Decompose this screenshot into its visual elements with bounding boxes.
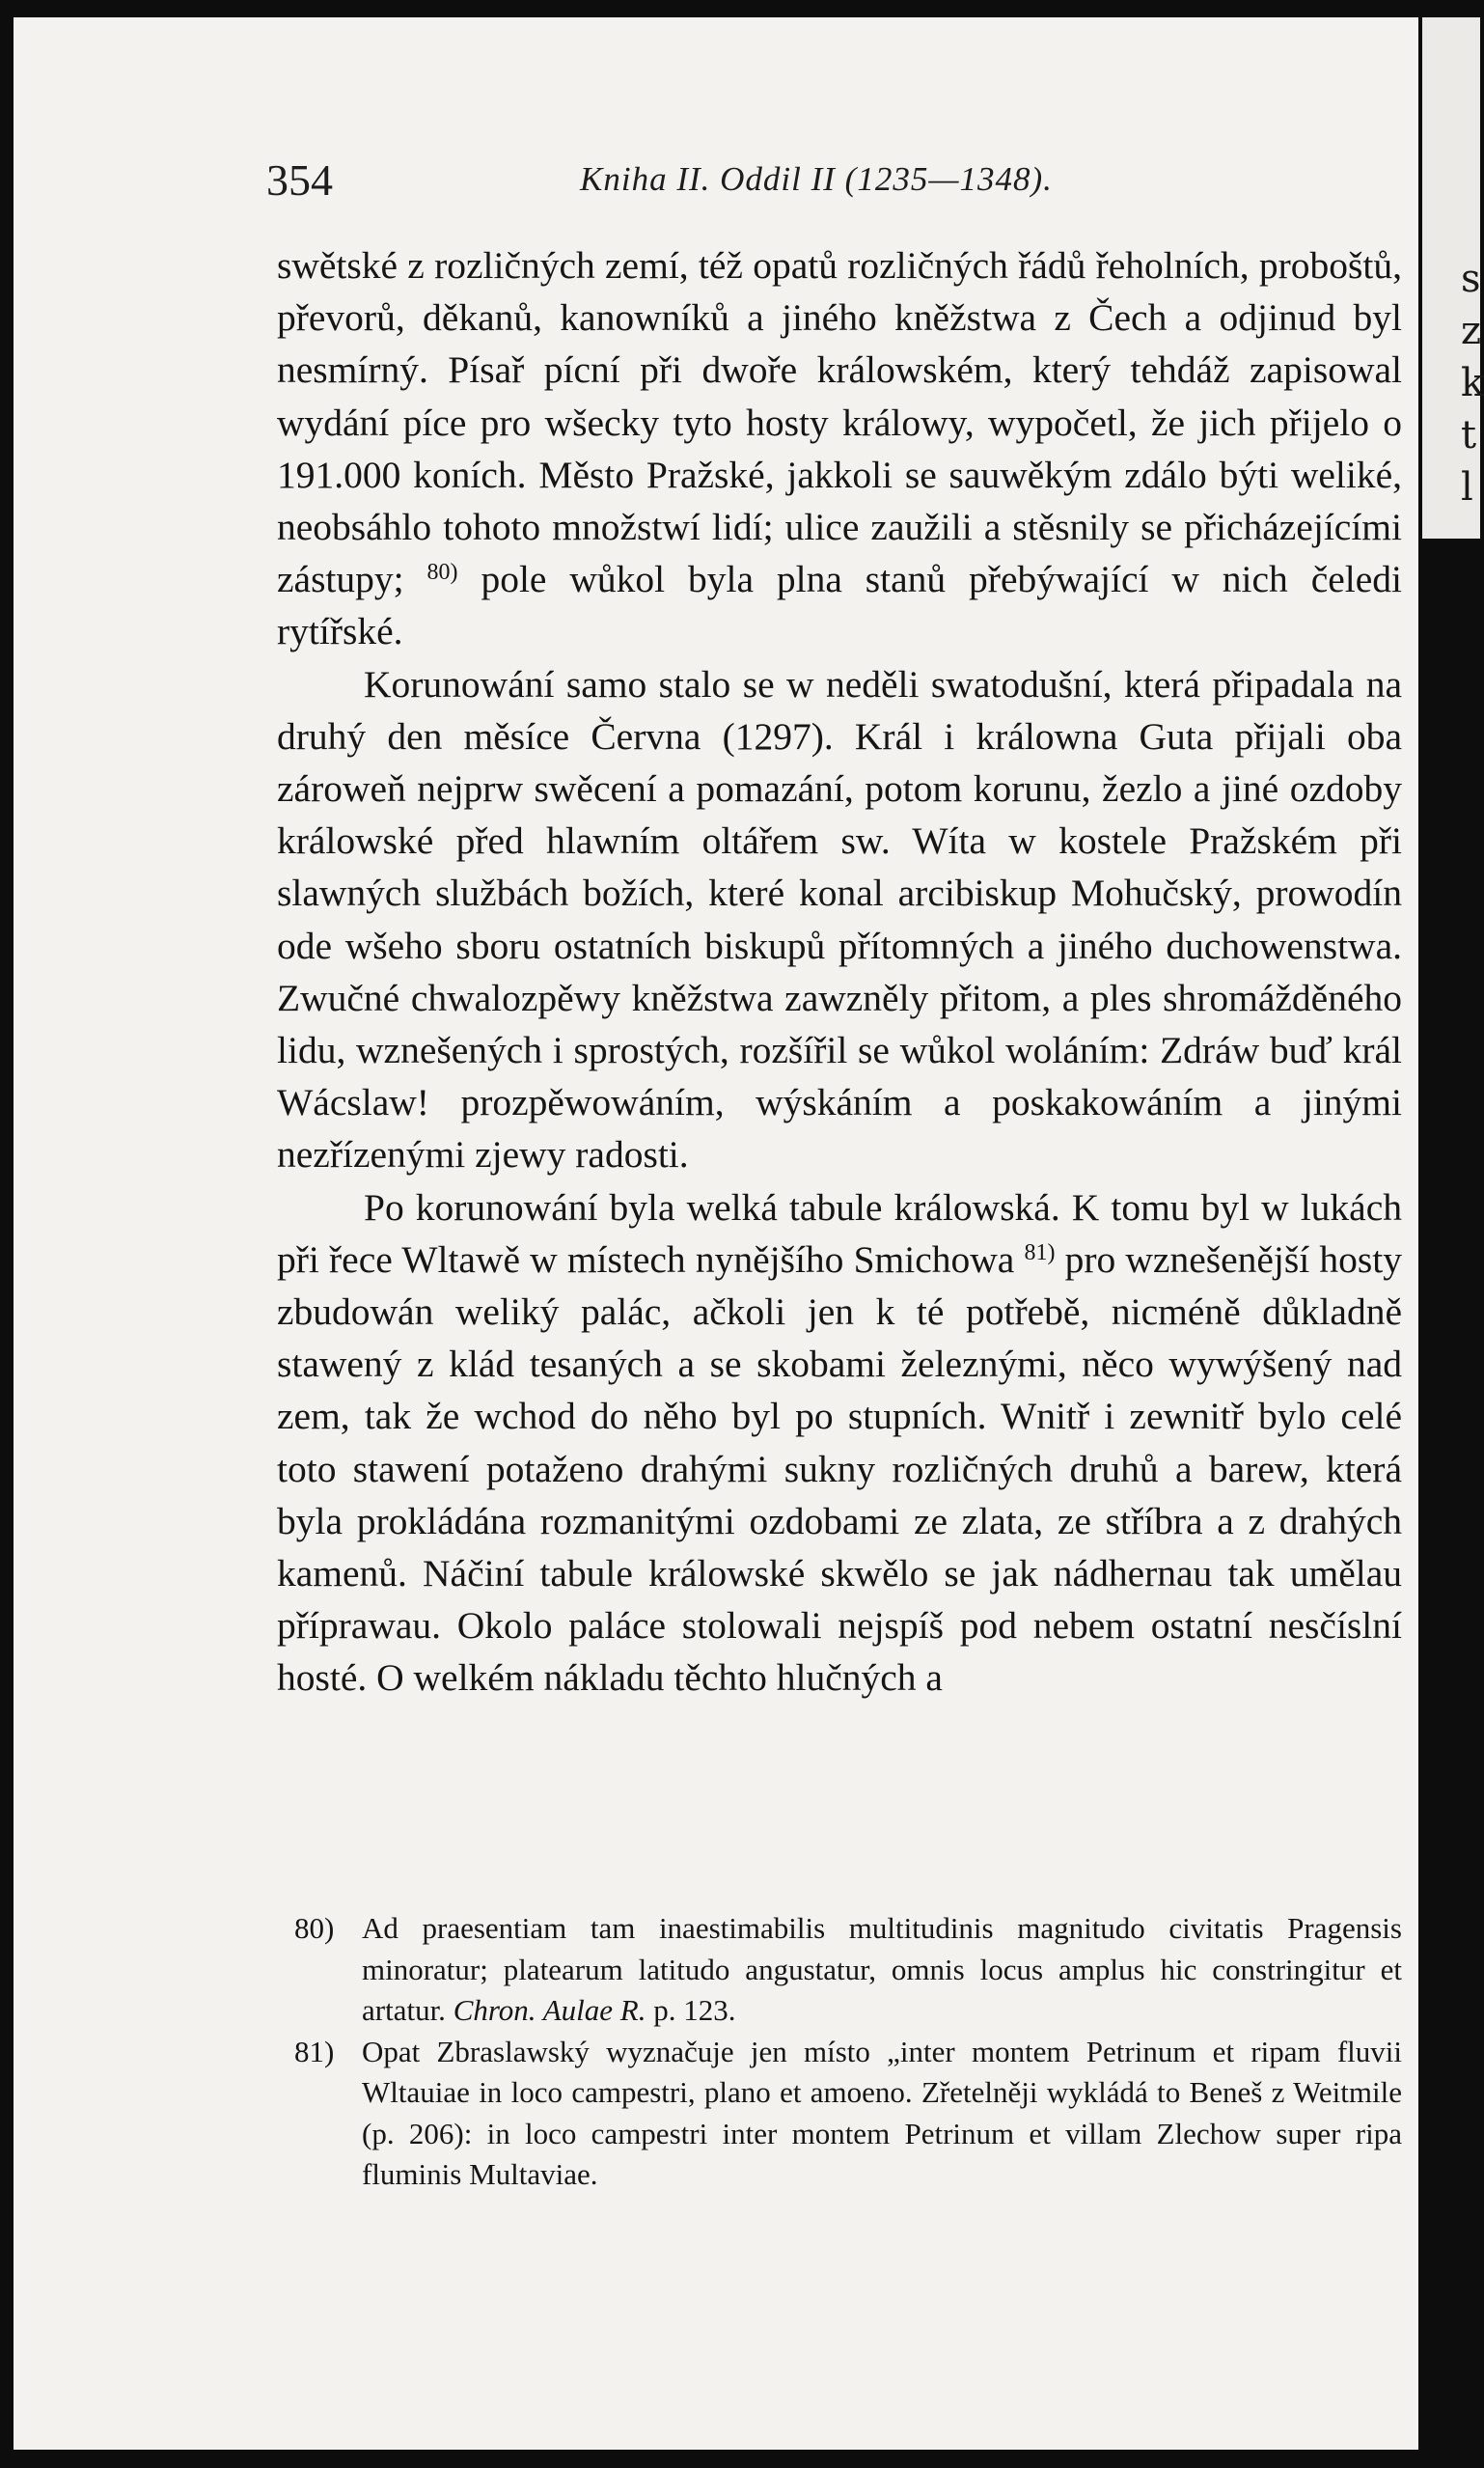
footnote-source-tail: p. 123. [646, 1993, 736, 2027]
paragraph-text: swětské z rozličných zemí, též opatů rozličných řádů řeholních, proboštů, převorů, děkanů, kanowníků a jiného kněžstwa z Čech a odjinud byl nesmírný. Písař pícní při dwoře králowském, který tehdáž zapisowal wydání píce pro wšecky tyto hosty králowy, wypočetl, že jich přijelo o 191.000 koních. Město Pražské, jakkoli se sauwěkým zdálo býti weliké, neobsáhlo tohoto množstwí lidí; ulice zaužili a stěsnily se přicházejícími zástupy; [277, 244, 1402, 601]
footnotes [277, 1908, 1402, 2196]
footnote-mark: 80) [294, 1911, 335, 1945]
running-title: Kniha II. Oddil II (1235—1348). [580, 160, 1053, 198]
footnote [277, 1908, 1402, 2032]
footnote-mark: 81) [294, 2034, 335, 2068]
edge-letter: z [1461, 309, 1482, 353]
paragraph [277, 1181, 1402, 1705]
main-text [277, 239, 1402, 1705]
footnote-reference[interactable]: 80) [426, 560, 458, 586]
paragraph-text-continued: pole wůkol byla plna stanů přebýwající w nich čeledi rytířské. [277, 558, 1402, 653]
paragraph-text: Korunowání samo stalo se w neděli swatodušní, která připadala na druhý den měsíce Června (1297). Král i králowna Guta přijali oba zároweň nejprw swěcení a pomazání, potom korunu, žezlo a jiné ozdoby králowské před hlawním oltářem sw. Wíta w kostele Pražském při slawných službách božích, které konal arcibiskup Mohučský, prowodín ode wšeho sboru ostatních biskupů přítomných a jiného duchowenstwa. Zwučné chwalozpěwy kněžstwa zawzněly přitom, a ples shromážděného lidu, wznešených i sprostých, rozšířil se wůkol woláním: Zdráw buď král Wácslaw! prozpěwowáním, wýskáním a poskakowáním a jinými nezřízenými zjewy radosti. [277, 662, 1402, 1177]
edge-letter: l [1461, 465, 1473, 510]
paragraph [277, 658, 1402, 1181]
edge-letter: t [1461, 413, 1477, 458]
paragraph-text: Po korunowání byla welká tabule králowská. K tomu byl w lukách při řece Wltawě w místech nynějšího Smichowa [277, 1185, 1402, 1281]
edge-letter: s [1461, 257, 1481, 301]
footnote [277, 2032, 1402, 2196]
footnote-source: Chron. Aulae R. [453, 1993, 646, 2027]
footnote-text: Ad praesentiam tam inaestimabilis multitudinis magnitudo civitatis Pragensis minoratur; platearum latitudo angustatur, omnis locus amplus hic constringitur et artatur. [362, 1911, 1402, 2027]
footnote-reference[interactable]: 81) [1024, 1239, 1056, 1265]
facing-page-letters [1461, 253, 1484, 513]
edge-letter: k [1461, 361, 1484, 405]
paragraph [277, 239, 1402, 658]
paragraph-text-continued: pro wznešenější hosty zbudowán weliký palác, ačkoli jen k té potřebě, nicméně důkladně stawený z klád tesaných a se skobami železnými, něco wywýšený nad zem, tak že wchod do něho byl po stupních. Wnitř i zewnitř bylo celé toto stawení potaženo drahými sukny rozličných druhů a barew, která byla prokládána rozmanitými ozdobami ze zlata, ze stříbra a z drahých kamenů. Náčiní tabule králowské skwělo se jak nádhernau tak umělau příprawau. Okolo paláce stolowali nejspíš pod nebem ostatní nesčíslní hosté. O welkém nákladu těchto hlučných a [277, 1237, 1402, 1700]
footnote-text: Opat Zbraslawský wyznačuje jen místo „inter montem Petrinum et ripam fluvii Wltauiae in loco campestri, plano et amoeno. Zřetelněji wykládá to Beneš z Weitmile (p. 206): in loco campestri inter montem Petrinum et villam Zlechow super ripa fluminis Multaviae. [362, 2034, 1402, 2191]
page-number: 354 [266, 155, 333, 205]
